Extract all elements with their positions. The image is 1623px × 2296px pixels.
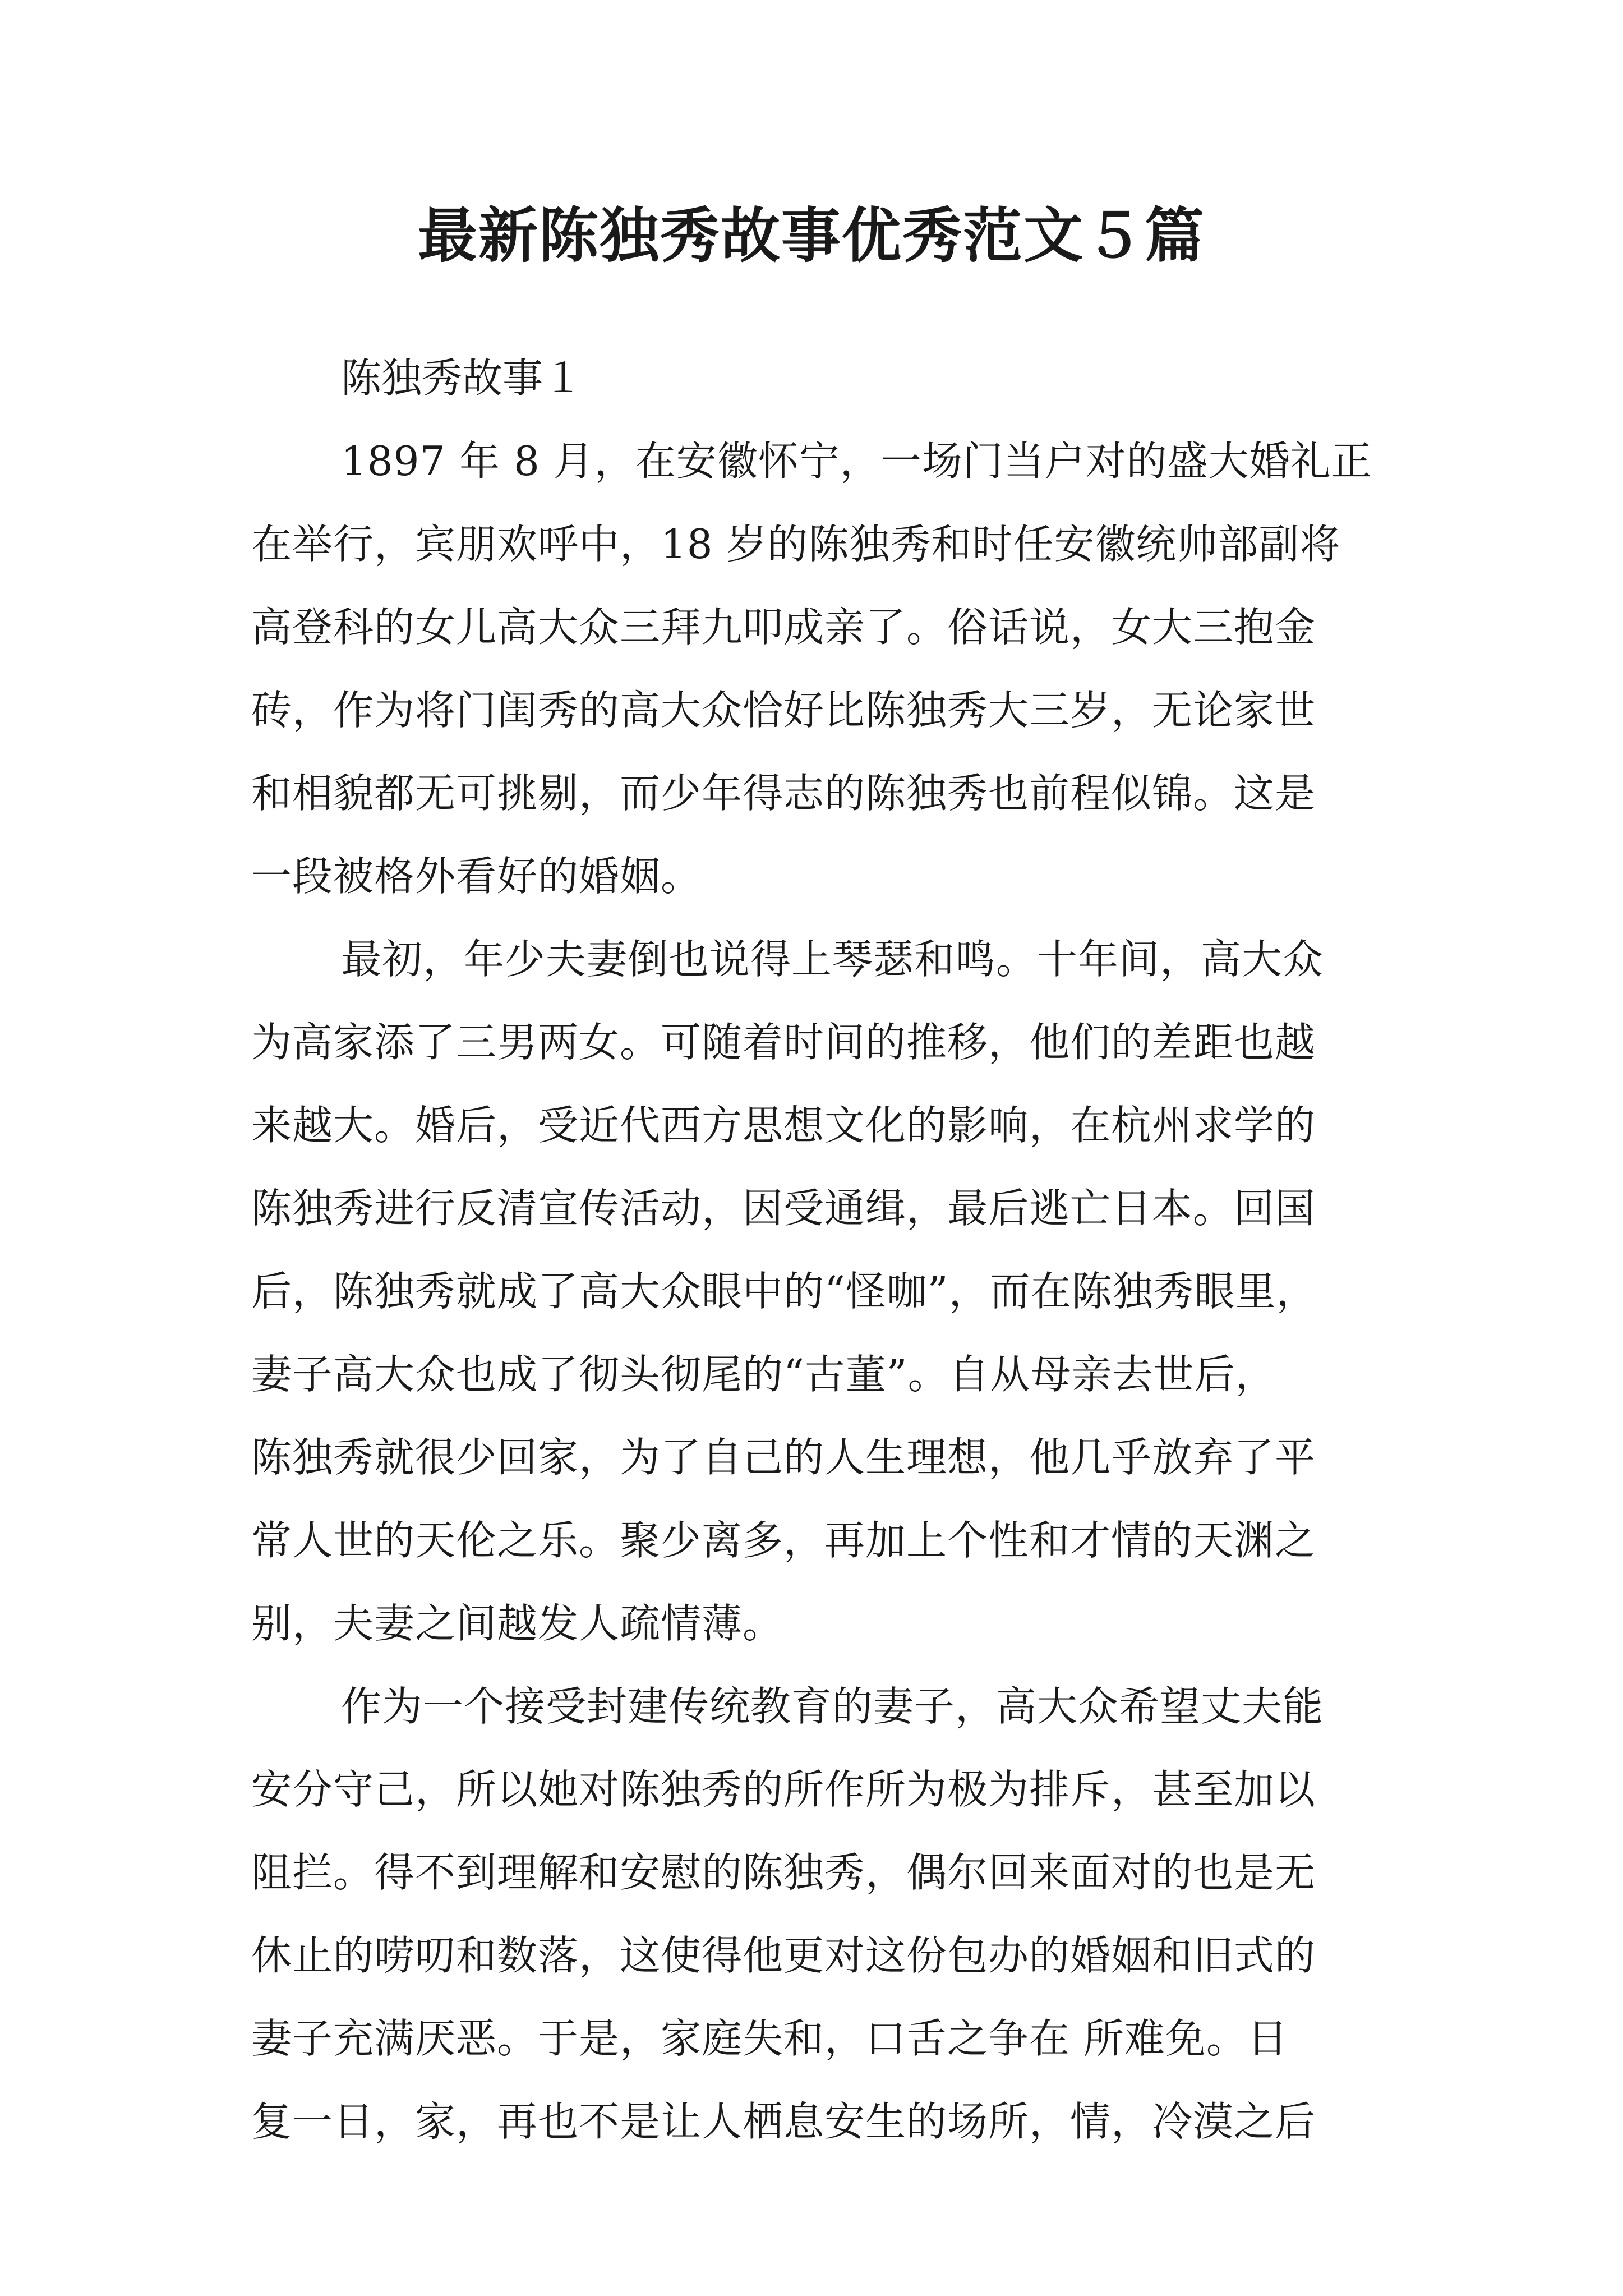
text-line: 别，夫妻之间越发人疏情薄。 — [251, 1600, 784, 1647]
text-line: 来越大。婚后，受近代西方思想文化的影响，在杭州求学的 — [251, 1102, 1316, 1149]
text-line: 陈独秀就很少回家，为了自己的人生理想，他几乎放弃了平 — [251, 1434, 1316, 1481]
text-line: 最初，年少夫妻倒也说得上琴瑟和鸣。十年间，高大众 — [341, 936, 1324, 983]
paragraph-2 — [251, 918, 1400, 1665]
document-body — [251, 337, 1400, 2163]
text-line: 妻子充满厌恶。于是，家庭失和，口舌之争在 所难免。日 — [251, 2015, 1288, 2062]
text-line: 作为一个接受封建传统教育的妻子，高大众希望丈夫能 — [341, 1683, 1324, 1730]
text-line: 陈独秀进行反清宣传活动，因受通缉，最后逃亡日本。回国 — [251, 1185, 1316, 1232]
text-line: 休止的唠叨和数落，这使得他更对这份包办的婚姻和旧式的 — [251, 1932, 1316, 1979]
text-line: 在举行，宾朋欢呼中，18 岁的陈独秀和时任安徽统帅部副将 — [251, 521, 1341, 568]
paragraph-1 — [251, 420, 1400, 918]
text-line: 1897 年 8 月，在安徽怀宁，一场门当户对的盛大婚礼正 — [341, 438, 1372, 485]
text-line: 常人世的天伦之乐。聚少离多，再加上个性和才情的天渊之 — [251, 1517, 1316, 1564]
text-line: 安分守己，所以她对陈独秀的所作所为极为排斥，甚至加以 — [251, 1766, 1316, 1813]
text-line: 妻子高大众也成了彻头彻尾的“古董”。自从母亲去世后， — [251, 1351, 1276, 1398]
text-line: 一段被格外看好的婚姻。 — [251, 853, 702, 900]
text-line: 高登科的女儿高大众三拜九叩成亲了。俗话说，女大三抱金 — [251, 604, 1316, 651]
text-line: 为高家添了三男两女。可随着时间的推移，他们的差距也越 — [251, 1019, 1316, 1066]
text-line: 后，陈独秀就成了高大众眼中的“怪咖”，而在陈独秀眼里， — [251, 1268, 1317, 1315]
text-line: 阻拦。得不到理解和安慰的陈独秀，偶尔回来面对的也是无 — [251, 1849, 1316, 1896]
document-title: 最新陈独秀故事优秀范文５篇 — [418, 200, 1205, 270]
text-line: 复一日，家，再也不是让人栖息安生的场所，情，冷漠之后 — [251, 2098, 1316, 2145]
section-heading: 陈独秀故事１ — [341, 355, 584, 402]
text-line: 和相貌都无可挑剔，而少年得志的陈独秀也前程似锦。这是 — [251, 770, 1316, 817]
text-line: 砖，作为将门闺秀的高大众恰好比陈独秀大三岁，无论家世 — [251, 687, 1316, 734]
paragraph-3 — [251, 1665, 1400, 2163]
